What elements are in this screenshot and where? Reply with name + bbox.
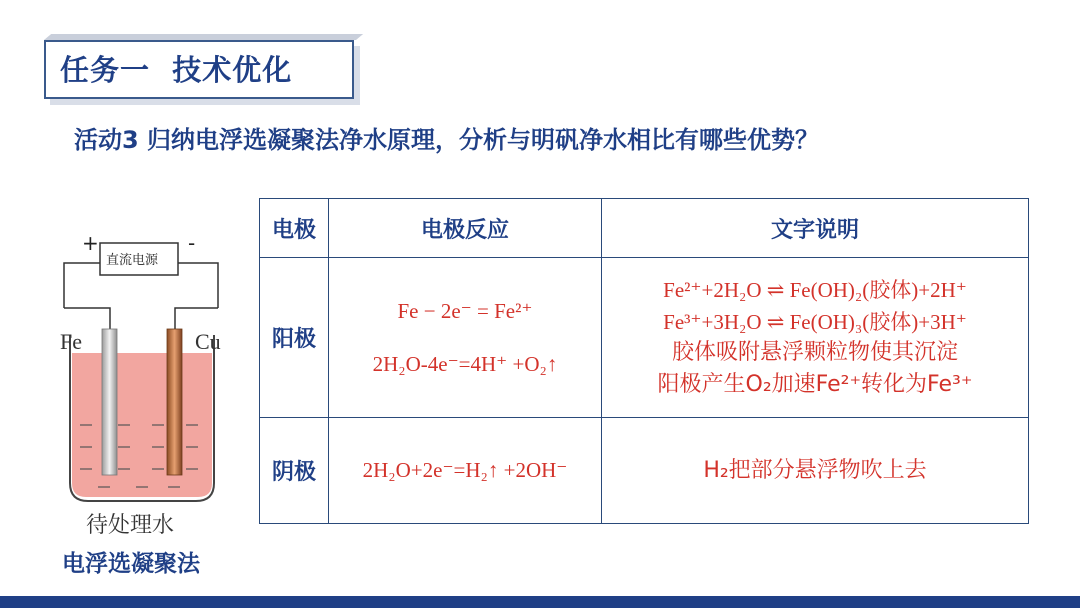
cathode-reaction-cell [329,418,602,524]
fe-electrode [102,329,117,475]
activity-heading: 活动3 归纳电浮选凝聚法净水原理，分析与明矾净水相比有哪些优势？ [74,126,820,154]
electrolysis-apparatus [40,225,260,525]
table-header-row [260,199,1029,258]
bottom-bar [0,596,1080,608]
anode-note-2: Fe³⁺+3H₂O ⇌ Fe(OH)₃(胶体)+3H⁺ [663,310,967,334]
fe-label: Fe [60,329,82,354]
header-description: 文字说明 [602,199,1029,258]
apparatus-diagram [40,225,260,515]
minus-sign: - [188,231,196,255]
method-caption: 电浮选凝聚法 [62,551,200,577]
anode-reactions-cell [329,258,602,418]
cu-label: Cu [195,329,221,354]
anode-note-1: Fe²⁺+2H₂O ⇌ Fe(OH)₂(胶体)+2H⁺ [663,277,967,302]
cathode-reaction: 2H₂O+2e⁻=H₂↑ +2OH⁻ [362,458,568,483]
header-reaction: 电极反应 [329,199,602,258]
anode-reaction-1: Fe − 2e⁻ = Fe²⁺ [397,299,533,324]
cu-electrode [167,329,182,475]
anode-note-4: 阳极产生O₂加速Fe²⁺转化为Fe³⁺ [657,371,973,397]
anode-note-3: 胶体吸附悬浮颗粒物使其沉淀 [671,340,958,366]
cathode-label: 阴极 [260,418,329,524]
table-row-cathode [260,418,1029,524]
task-title-box [44,40,354,99]
electrode-table [259,198,1029,524]
task-title: 任务一 技术优化 [60,53,293,87]
table-row-anode [260,258,1029,418]
header-electrode: 电极 [260,199,329,258]
cathode-note: H₂把部分悬浮物吹上去 [703,457,927,483]
anode-label: 阳极 [260,258,329,418]
water-caption: 待处理水 [86,513,175,538]
cathode-note-cell [602,418,1029,524]
plus-sign: + [82,231,99,255]
anode-notes-cell [602,258,1029,418]
anode-reaction-2: 2H₂O-4e⁻=4H⁺ +O₂↑ [372,351,558,376]
power-supply-label: 直流电源 [106,253,159,268]
